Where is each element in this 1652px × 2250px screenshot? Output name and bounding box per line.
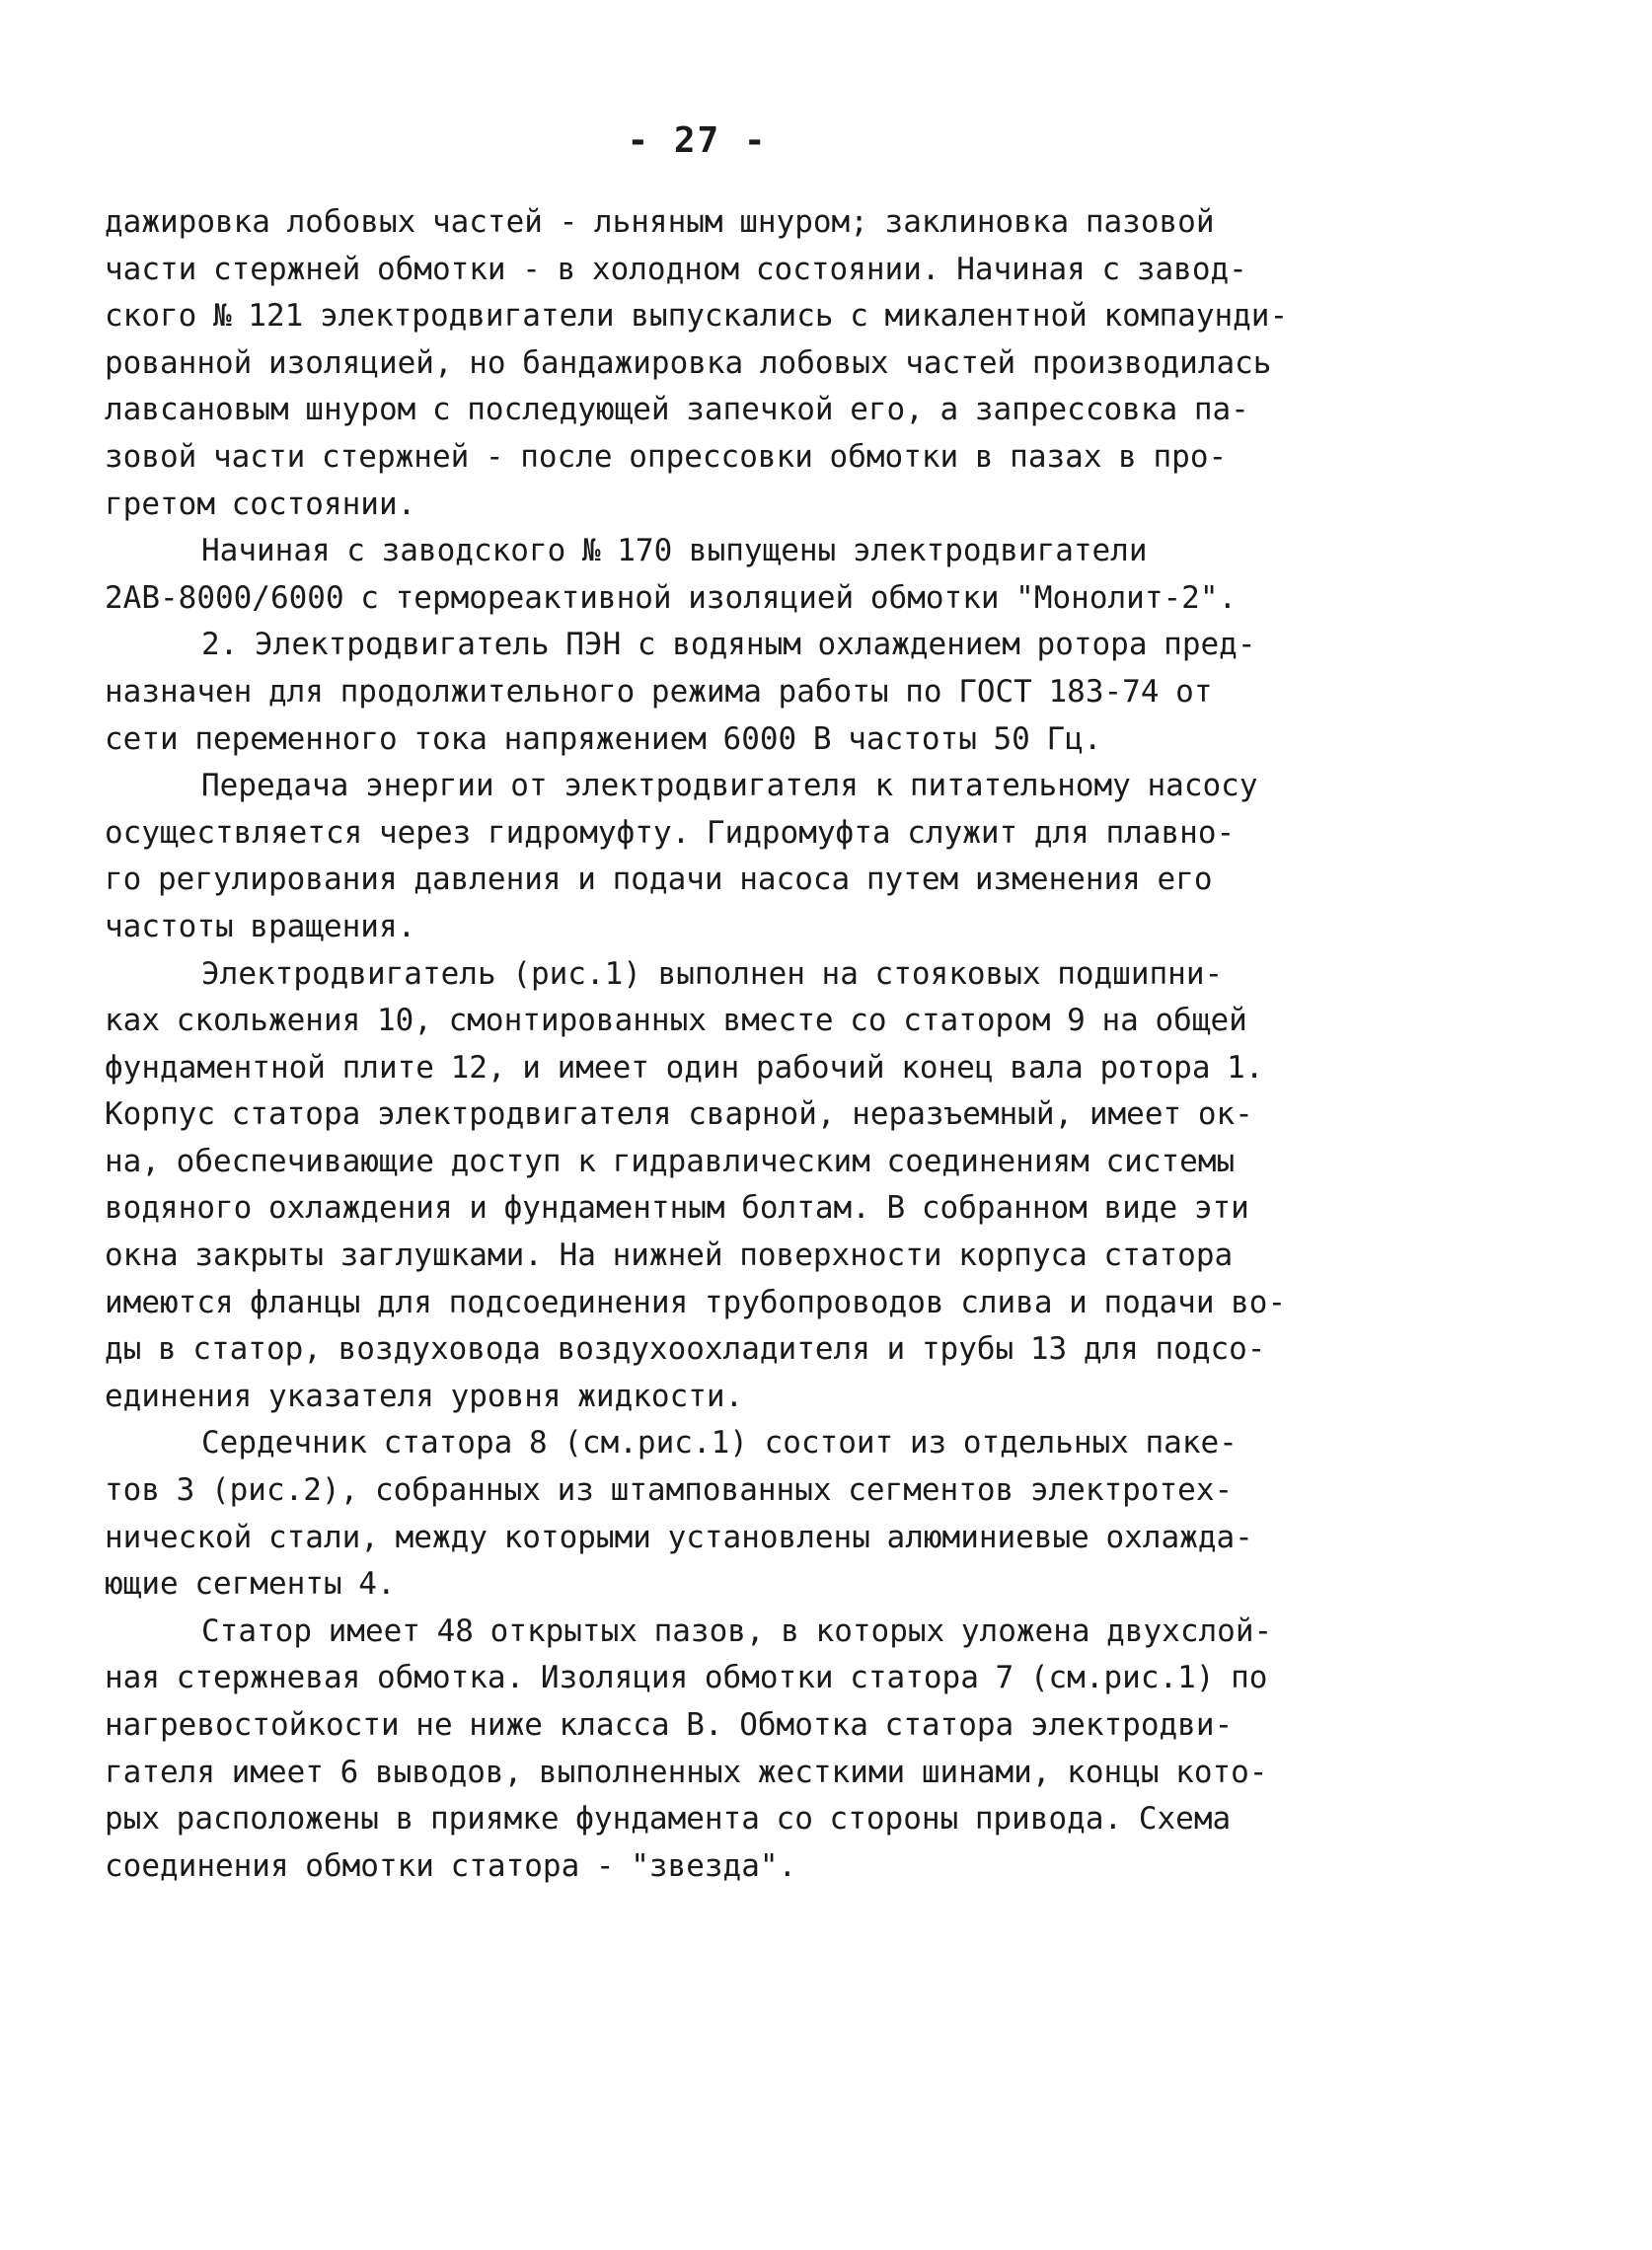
text-line: лавсановым шнуром с последующей запечкой его, а запрессовка па- xyxy=(105,392,1249,428)
text-line: ского № 121 электродвигатели выпускались с микалентной компаунди- xyxy=(105,298,1289,335)
text-line: ная стержневая обмотка. Изоляция обмотки статора 7 (см.рис.1) по xyxy=(105,1660,1268,1696)
paragraph xyxy=(105,622,1348,763)
text-line: водяного охлаждения и фундаментным болтам. В собранном виде эти xyxy=(105,1190,1249,1227)
text-line: гретом состоянии. xyxy=(105,486,416,522)
text-line: единения указателя уровня жидкости. xyxy=(105,1378,744,1414)
text-line: на, обеспечивающие доступ к гидравлическим соединениям системы xyxy=(105,1143,1236,1179)
paragraph xyxy=(105,1420,1348,1608)
text-line: го регулирования давления и подачи насоса путем изменения его xyxy=(105,862,1213,898)
text-line: 2. Электродвигатель ПЭН с водяным охлаждением ротора пред- xyxy=(201,627,1256,663)
text-line: рованной изоляцией, но бандажировка лобовых частей производилась xyxy=(105,344,1272,381)
paragraph xyxy=(105,951,1348,1421)
text-line: назначен для продолжительного режима работы по ГОСТ 183-74 от xyxy=(105,673,1213,710)
text-line: ды в статор, воздуховода воздухоохладителя и трубы 13 для подсо- xyxy=(105,1331,1266,1368)
text-line: соединения обмотки статора - "звезда". xyxy=(105,1847,797,1884)
text-line: Передача энергии от электродвигателя к питательному насосу xyxy=(201,768,1258,804)
text-line: ющие сегменты 4. xyxy=(105,1566,396,1603)
text-line: Начиная с заводского № 170 выпущены электродвигатели xyxy=(201,533,1148,569)
text-line: нагревостойкости не ниже класса В. Обмотка статора электродви- xyxy=(105,1707,1234,1743)
text-line: 2АВ-8000/6000 с термореактивной изоляцией обмотки "Монолит-2". xyxy=(105,579,1238,616)
text-line: Электродвигатель (рис.1) выполнен на стояковых подшипни- xyxy=(201,955,1224,992)
text-line: окна закрыты заглушками. На нижней поверхности корпуса статора xyxy=(105,1238,1234,1274)
text-line: Статор имеет 48 открытых пазов, в которых уложена двухслой- xyxy=(201,1612,1273,1649)
text-line: части стержней обмотки - в холодном состоянии. Начиная с завод- xyxy=(105,251,1247,287)
text-line: зовой части стержней - после опрессовки обмотки в пазах в про- xyxy=(105,438,1228,475)
paragraph xyxy=(105,1609,1348,1891)
text-line: имеются фланцы для подсоединения трубопроводов слива и подачи во- xyxy=(105,1284,1287,1320)
text-line: гателя имеет 6 выводов, выполненных жесткими шинами, концы кото- xyxy=(105,1754,1268,1790)
text-line: тов 3 (рис.2), собранных из штампованных сегментов электротех- xyxy=(105,1472,1234,1509)
paragraph xyxy=(105,528,1348,622)
text-line: нической стали, между которыми установлены алюминиевые охлажда- xyxy=(105,1519,1253,1555)
text-line: осуществляется через гидромуфту. Гидромуфта служит для плавно- xyxy=(105,814,1236,851)
text-line: частоты вращения. xyxy=(105,908,416,944)
text-line: дажировка лобовых частей - льняным шнуром; заклиновка пазовой xyxy=(105,204,1215,240)
paragraph xyxy=(105,199,1348,528)
text-line: фундаментной плите 12, и имеет один рабочий конец вала ротора 1. xyxy=(105,1049,1264,1086)
text-line: Сердечник статора 8 (см.рис.1) состоит из отдельных паке- xyxy=(201,1425,1238,1462)
text-line: рых расположены в приямке фундамента со стороны привода. Схема xyxy=(105,1801,1232,1838)
text-line: Корпус статора электродвигателя сварной, неразъемный, имеет ок- xyxy=(105,1096,1253,1133)
text-line: сети переменного тока напряжением 6000 В частоты 50 Гц. xyxy=(105,720,1102,757)
page-number: - 27 - xyxy=(627,120,768,161)
document-body xyxy=(105,199,1348,1890)
text-line: ках скольжения 10, смонтированных вместе со статором 9 на общей xyxy=(105,1003,1247,1039)
paragraph xyxy=(105,763,1348,950)
